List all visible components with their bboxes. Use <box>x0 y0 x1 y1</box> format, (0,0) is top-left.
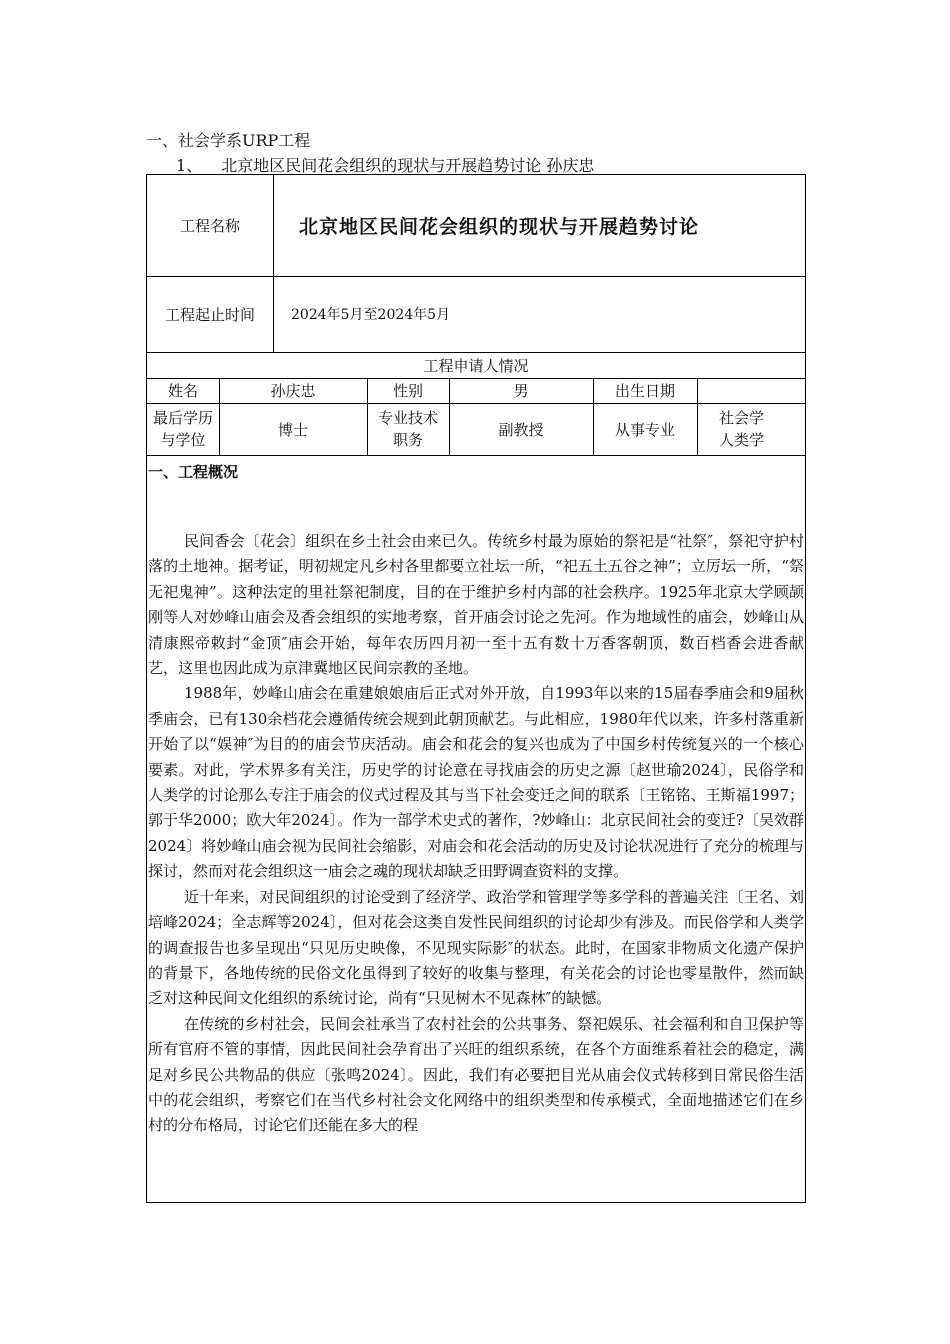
project-title-heading: 北京地区民间花会组织的现状与开展趋势讨论 <box>221 156 542 175</box>
name-value: 孙庆忠 <box>270 382 316 400</box>
project-name-value: 北京地区民间花会组织的现状与开展趋势讨论 <box>299 216 700 238</box>
gender-value: 男 <box>513 382 529 400</box>
overview-paragraph: 在传统的乡村社会，民间会社承当了农村社会的公共事务、祭祀娱乐、社会福利和自卫保护等所有官府不管的事情，因此民间社会孕育出了兴旺的组织系统，在各个方面维系着社会的稳定，满足对乡民公共物品的供应〔张鸣2024〕。因此，我们有必要把目光从庙会仪式转移到日常民俗生活中的花会组织，考察它们在当代乡村社会文化网络中的组织类型和传承模式，全面地描述它们在乡村的分布格局，讨论它们还能在多大的程 <box>148 1014 804 1135</box>
table-divider <box>147 276 805 277</box>
table-divider <box>147 378 805 379</box>
overview-paragraph: 民间香会〔花会〕组织在乡土社会由来已久。传统乡村最为原始的祭祀是“社祭″，祭祀守护村落的土地神。据考证，明初规定凡乡村各里都要立社坛一所，“祀五土五谷之神”；立厉坛一所，“祭无祀鬼神”。这种法定的里社祭祀制度，目的在于维护乡村内部的社会秩序。1925年北京大学顾颉刚等人对妙峰山庙会及香会组织的实地考察，首开庙会讨论之先河。作为地域性的庙会，妙峰山从清康熙帝敕封“金顶″庙会开始，每年农历四月初一至十五有数十万香客朝顶，数百档香会进香献艺，这里也因此成为京津冀地区民间宗教的圣地。 <box>148 532 804 678</box>
table-divider <box>697 378 698 455</box>
table-divider <box>593 378 594 455</box>
project-heading <box>176 153 594 176</box>
table-divider <box>367 378 368 455</box>
major-value-line1: 社会学 <box>719 409 765 427</box>
applicant-section-header: 工程申请人情况 <box>423 356 529 375</box>
degree-value: 博士 <box>277 420 308 439</box>
professional-title-label <box>367 403 449 455</box>
professional-title-value: 副教授 <box>498 420 544 439</box>
project-period-value: 2024年5月至2024年5月 <box>291 307 451 323</box>
birth-date-value <box>697 378 805 403</box>
project-name-label: 工程名称 <box>179 217 240 235</box>
project-period-label: 工程起止时间 <box>164 305 255 324</box>
table-divider <box>147 352 805 353</box>
major-value-line2: 人类学 <box>719 431 765 449</box>
table-divider <box>147 403 805 404</box>
overview-paragraph: 近十年来，对民间组织的讨论受到了经济学、政治学和管理学等多学科的普遍关注〔王名、刘培峰2024；全志辉等2024〕，但对花会这类自发性民间组织的讨论却少有涉及。而民俗学和人类学的调查报告也多呈现出“只见历史映像，不见现实际影″的状态。此时，在国家非物质文化遗产保护的背景下，各地传统的民俗文化虽得到了较好的收集与整理，有关花会的讨论也零星散件，然而缺乏对这种民间文化组织的系统讨论，尚有“只见树木不见森林″的缺憾。 <box>148 887 804 1008</box>
degree-label-line2: 与学位 <box>160 431 206 449</box>
section-heading: 一、社会学系URP工程 <box>146 131 311 150</box>
degree-label-line1: 最后学历 <box>152 409 213 427</box>
table-divider <box>273 175 274 352</box>
overview-body <box>148 529 804 1139</box>
project-author: 孙庆忠 <box>546 156 595 175</box>
professional-title-label-line1: 专业技术 <box>377 409 438 427</box>
major-label: 从事专业 <box>614 420 675 439</box>
professional-title-label-line2: 职务 <box>392 431 423 449</box>
table-divider <box>219 378 220 455</box>
overview-heading: 一、工程概况 <box>148 463 239 481</box>
project-number: 1、 <box>176 156 203 175</box>
project-info-table <box>146 174 806 1203</box>
degree-label <box>147 403 219 455</box>
gender-label: 性别 <box>392 382 423 400</box>
table-divider <box>449 378 450 455</box>
birth-date-label: 出生日期 <box>614 382 675 400</box>
table-divider <box>147 455 805 456</box>
overview-paragraph: 1988年，妙峰山庙会在重建娘娘庙后正式对外开放，自1993年以来的15届春季庙会和9届秋季庙会，已有130余档花会遵循传统会规到此朝顶献艺。与此相应，1980年代以来，许多村落重新开始了以“娱神″为目的的庙会节庆活动。庙会和花会的复兴也成为了中国乡村传统复兴的一个核心要素。对此，学术界多有关注，历史学的讨论意在寻找庙会的历史之源〔赵世瑜2024〕，民俗学和人类学的讨论那么专注于庙会的仪式过程及其与当下社会变迁之间的联系〔王铭铭、王斯福1997；郭于华2000；欧大年2024〕。作为一部学术史式的著作，?妙峰山：北京民间社会的变迁?〔吴效群2024〕将妙峰山庙会视为民间社会缩影，对庙会和花会活动的历史及讨论状况进行了充分的梳理与探讨，然而对花会组织这一庙会之魂的现状却缺乏田野调查资料的支撑。 <box>148 684 804 881</box>
major-value <box>697 403 805 455</box>
name-label: 姓名 <box>167 382 198 400</box>
